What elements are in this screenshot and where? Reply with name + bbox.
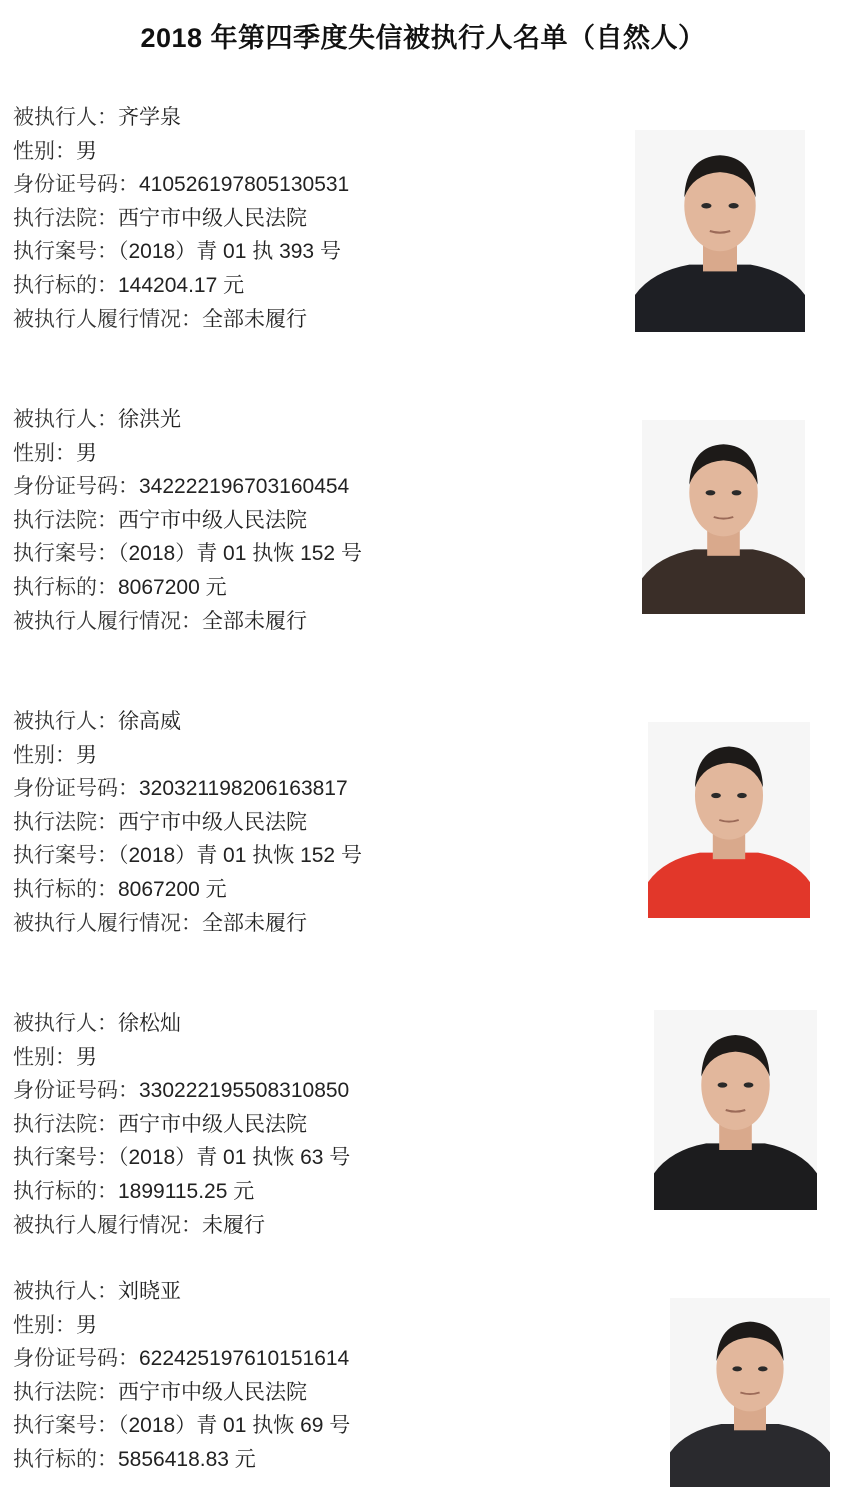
field-label: 执行法院： — [13, 1112, 118, 1136]
field-status — [13, 303, 613, 337]
field-gender — [13, 739, 613, 773]
field-label: 身份证号码： — [13, 475, 139, 499]
field-value: （2018）青 01 执恢 152 号 — [118, 542, 362, 566]
field-value: 1899115.25 元 — [118, 1179, 255, 1203]
person-photo — [648, 722, 810, 918]
person-record — [13, 403, 613, 638]
field-value: 全部未履行 — [202, 911, 307, 935]
field-gender — [13, 437, 613, 471]
field-amount — [13, 571, 613, 605]
field-value: 622425197610151614 — [139, 1347, 350, 1371]
field-label: 执行案号： — [13, 240, 118, 264]
field-court — [13, 504, 613, 538]
field-label: 被执行人履行情况： — [13, 307, 202, 331]
portrait-icon — [635, 130, 805, 332]
field-label: 执行法院： — [13, 508, 118, 532]
field-amount — [13, 1175, 613, 1209]
field-value: （2018）青 01 执恢 152 号 — [118, 844, 362, 868]
field-value: 330222195508310850 — [139, 1079, 350, 1103]
field-label: 执行标的： — [13, 575, 118, 599]
field-label: 性别： — [13, 1045, 76, 1069]
field-value: 未履行 — [202, 1213, 265, 1237]
field-value: 男 — [76, 1313, 97, 1337]
field-name — [13, 705, 613, 739]
field-name — [13, 101, 613, 135]
field-label: 执行标的： — [13, 273, 118, 297]
field-label: 性别： — [13, 139, 76, 163]
field-label: 执行标的： — [13, 1447, 118, 1471]
field-id — [13, 470, 613, 504]
field-status — [13, 907, 613, 941]
field-label: 被执行人履行情况： — [13, 609, 202, 633]
field-court — [13, 1108, 613, 1142]
field-label: 执行案号： — [13, 844, 118, 868]
field-id — [13, 1074, 613, 1108]
portrait-icon — [670, 1298, 830, 1487]
field-label: 执行法院： — [13, 810, 118, 834]
field-status — [13, 605, 613, 639]
field-amount — [13, 1443, 613, 1477]
field-label: 执行标的： — [13, 877, 118, 901]
field-case — [13, 1409, 613, 1443]
person-record — [13, 1275, 613, 1477]
field-id — [13, 1342, 613, 1376]
field-case — [13, 1141, 613, 1175]
field-value: 西宁市中级人民法院 — [118, 1380, 307, 1404]
field-value: 男 — [76, 1045, 97, 1069]
field-value: 徐松灿 — [118, 1012, 181, 1035]
field-label: 性别： — [13, 1313, 76, 1337]
field-value: 刘晓亚 — [118, 1280, 181, 1303]
person-photo — [654, 1010, 817, 1210]
field-court — [13, 1376, 613, 1410]
field-value: 5856418.83 元 — [118, 1447, 256, 1471]
field-value: 西宁市中级人民法院 — [118, 508, 307, 532]
field-value: 全部未履行 — [202, 307, 307, 331]
field-court — [13, 202, 613, 236]
field-label: 被执行人： — [13, 1280, 118, 1303]
field-value: 男 — [76, 743, 97, 767]
field-label: 身份证号码： — [13, 1347, 139, 1371]
field-case — [13, 235, 613, 269]
field-gender — [13, 1041, 613, 1075]
field-label: 性别： — [13, 441, 76, 465]
field-label: 被执行人： — [13, 710, 118, 733]
field-value: 西宁市中级人民法院 — [118, 810, 307, 834]
field-label: 执行法院： — [13, 206, 118, 230]
person-record — [13, 705, 613, 940]
field-value: 西宁市中级人民法院 — [118, 206, 307, 230]
field-value: 342222196703160454 — [139, 475, 350, 499]
person-photo — [642, 420, 805, 614]
field-status — [13, 1209, 613, 1243]
portrait-icon — [648, 722, 810, 918]
field-case — [13, 839, 613, 873]
field-name — [13, 1007, 613, 1041]
field-label: 身份证号码： — [13, 777, 139, 801]
field-value: （2018）青 01 执恢 63 号 — [118, 1146, 351, 1170]
field-value: 男 — [76, 139, 97, 163]
field-id — [13, 168, 613, 202]
person-record — [13, 101, 613, 336]
field-id — [13, 772, 613, 806]
field-value: 全部未履行 — [202, 609, 307, 633]
field-value: 徐高威 — [118, 710, 181, 733]
field-label: 性别： — [13, 743, 76, 767]
field-value: （2018）青 01 执 393 号 — [118, 240, 341, 264]
field-court — [13, 806, 613, 840]
field-label: 被执行人： — [13, 1012, 118, 1035]
person-photo — [635, 130, 805, 332]
field-value: 144204.17 元 — [118, 273, 245, 297]
field-value: 齐学泉 — [118, 106, 181, 129]
field-label: 执行案号： — [13, 1414, 118, 1438]
portrait-icon — [642, 420, 805, 614]
field-amount — [13, 873, 613, 907]
portrait-icon — [654, 1010, 817, 1210]
field-value: 8067200 元 — [118, 575, 227, 599]
field-label: 执行标的： — [13, 1179, 118, 1203]
field-name — [13, 1275, 613, 1309]
field-value: 410526197805130531 — [139, 173, 350, 197]
field-label: 执行法院： — [13, 1380, 118, 1404]
field-label: 身份证号码： — [13, 1079, 139, 1103]
person-photo — [670, 1298, 830, 1487]
field-value: 西宁市中级人民法院 — [118, 1112, 307, 1136]
field-value: 8067200 元 — [118, 877, 227, 901]
field-value: （2018）青 01 执恢 69 号 — [118, 1414, 351, 1438]
field-label: 身份证号码： — [13, 173, 139, 197]
person-record — [13, 1007, 613, 1242]
field-value: 320321198206163817 — [139, 777, 348, 801]
field-case — [13, 537, 613, 571]
field-label: 执行案号： — [13, 542, 118, 566]
page-title: 2018 年第四季度失信被执行人名单（自然人） — [140, 23, 706, 53]
field-gender — [13, 135, 613, 169]
field-value: 徐洪光 — [118, 408, 181, 431]
field-label: 被执行人履行情况： — [13, 911, 202, 935]
field-label: 被执行人： — [13, 408, 118, 431]
field-name — [13, 403, 613, 437]
field-value: 男 — [76, 441, 97, 465]
field-label: 执行案号： — [13, 1146, 118, 1170]
field-label: 被执行人履行情况： — [13, 1213, 202, 1237]
field-label: 被执行人： — [13, 106, 118, 129]
field-amount — [13, 269, 613, 303]
field-gender — [13, 1309, 613, 1343]
